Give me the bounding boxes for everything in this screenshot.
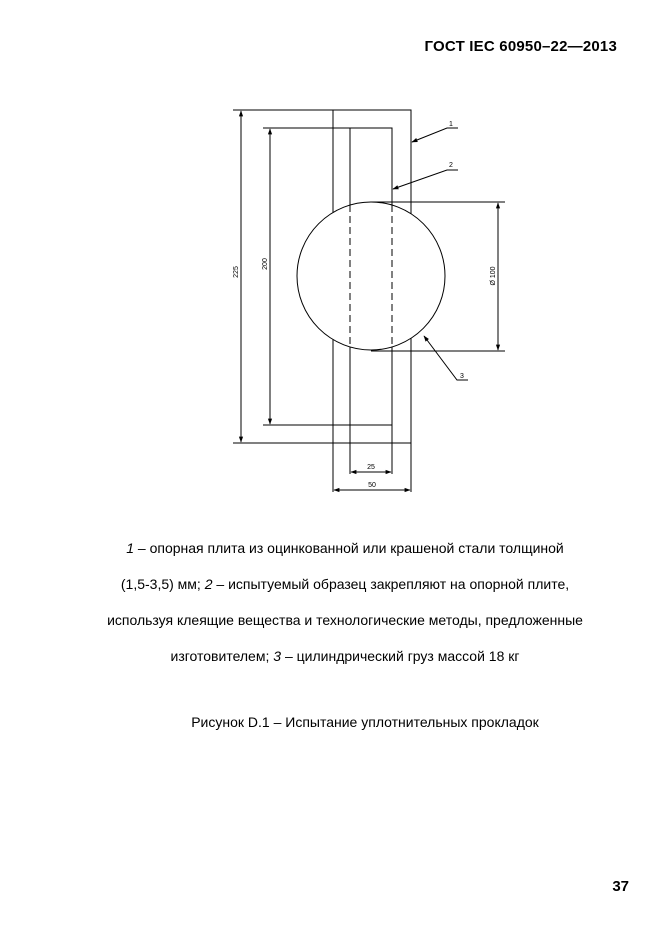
label-part-3: 3 xyxy=(460,373,464,380)
legend-num-3: 3 xyxy=(273,648,282,664)
figure-legend xyxy=(60,530,630,674)
cylindrical-weight xyxy=(297,202,445,350)
legend-text-2b: – испытуемый образец закрепляют на опорной плите, xyxy=(212,576,570,592)
label-dim-50: 50 xyxy=(368,482,376,489)
figure-title: Рисунок D.1 – Испытание уплотнительных прокладок xyxy=(191,714,539,730)
legend-num-2: 2 xyxy=(204,576,213,592)
label-dim-100: Ø 100 xyxy=(490,266,497,286)
leader-2 xyxy=(393,170,458,189)
leader-1 xyxy=(412,128,458,142)
legend-text-4b: – цилиндрический груз массой 18 кг xyxy=(281,648,520,664)
legend-text-3: используя клеящие вещества и технологические методы, предложенные xyxy=(107,612,583,628)
legend-num-1: 1 xyxy=(126,540,135,556)
label-dim-225: 225 xyxy=(233,266,240,278)
legend-line-1 xyxy=(60,530,630,566)
label-part-1: 1 xyxy=(449,121,453,128)
legend-text-2a: (1,5-3,5) мм; xyxy=(120,576,205,592)
legend-text-4a: изготовителем; xyxy=(170,648,274,664)
legend-line-2 xyxy=(60,566,630,602)
legend-line-4 xyxy=(60,638,630,674)
label-dim-200: 200 xyxy=(262,258,269,270)
legend-text-1: – опорная плита из оцинкованной или крашеной стали толщиной xyxy=(134,540,564,556)
label-part-2: 2 xyxy=(449,162,453,169)
label-dim-25: 25 xyxy=(367,464,375,471)
legend-line-3 xyxy=(60,602,630,638)
page-number: 37 xyxy=(612,878,629,895)
standard-code: ГОСТ IEC 60950–22—2013 xyxy=(424,38,617,55)
